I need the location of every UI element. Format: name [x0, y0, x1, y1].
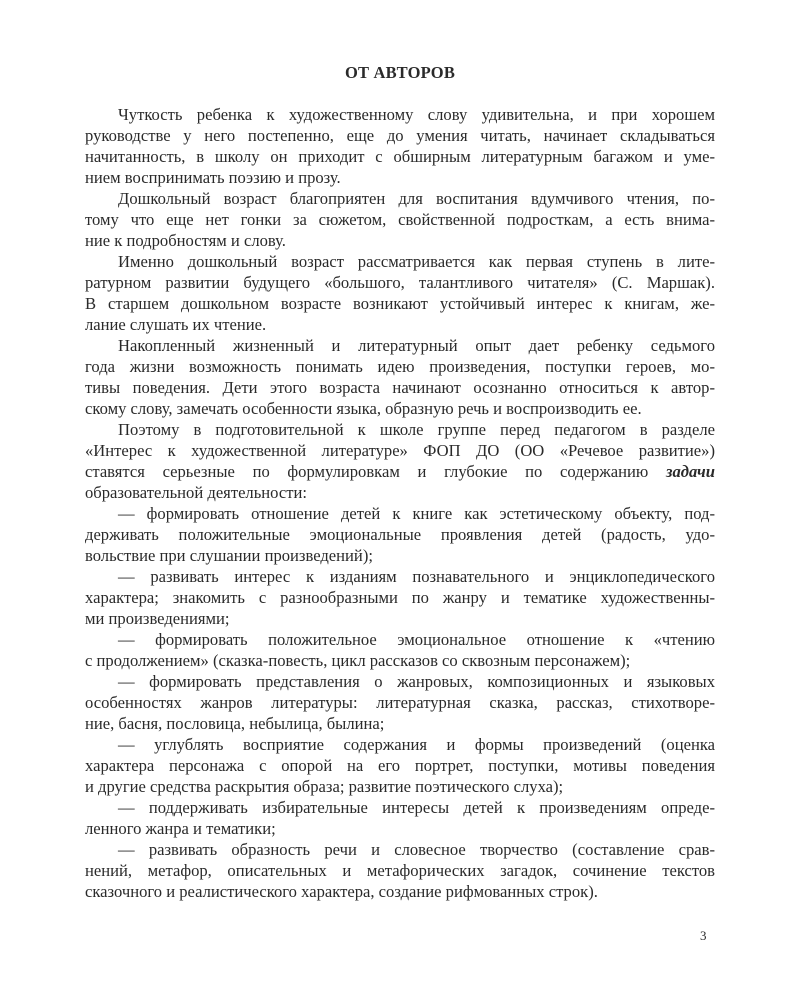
text-line: — углублять восприятие содержания и формы произведений (оценка: [118, 735, 715, 754]
document-body: [85, 104, 715, 902]
text-line: руководстве у него постепенно, еще до умения читать, начинает складываться: [85, 126, 715, 145]
paragraph: [85, 734, 715, 797]
paragraph: [85, 566, 715, 629]
text-line: В старшем дошкольном возрасте возникают устойчивый интерес к книгам, же-: [85, 294, 715, 313]
text-line: Именно дошкольный возраст рассматривается как первая ступень в лите-: [118, 252, 715, 271]
page-number: 3: [700, 928, 707, 943]
emphasized-word: задачи: [665, 462, 715, 481]
text-line: ми произведениями;: [85, 609, 230, 628]
text-line: — развивать интерес к изданиям познавательного и энциклопедического: [118, 567, 715, 586]
text-line: вольствие при слушании произведений);: [85, 546, 373, 565]
paragraph: [85, 335, 715, 419]
text-line: — развивать образность речи и словесное творчество (составление срав-: [118, 840, 715, 859]
text-line: ленного жанра и тематики;: [85, 819, 276, 838]
text-line: ние к подробностям и слову.: [85, 231, 286, 250]
text-line: «Интерес к художественной литературе» ФОП ДО (ОО «Речевое развитие»): [85, 441, 715, 460]
text-line: Дошкольный возраст благоприятен для воспитания вдумчивого чтения, по-: [118, 189, 715, 208]
text-line: года жизни возможность понимать идею произведения, поступки героев, мо-: [85, 357, 715, 376]
text-line: Чуткость ребенка к художественному слову удивительна, и при хорошем: [118, 105, 715, 124]
text-line: Поэтому в подготовительной к школе группе перед педагогом в разделе: [118, 420, 715, 439]
text-line: и другие средства раскрытия образа; развитие поэтического слуха);: [85, 777, 564, 796]
paragraph: [85, 629, 715, 671]
text-line: [85, 461, 715, 482]
paragraph: [85, 251, 715, 335]
text-line: особенностях жанров литературы: литературная сказка, рассказ, стихотворе-: [85, 693, 715, 712]
text-line: держивать положительные эмоциональные проявления детей (радость, удо-: [85, 525, 715, 544]
text-line: характера персонажа с опорой на его портрет, поступки, мотивы поведения: [85, 756, 715, 775]
text-line: нием воспринимать поэзию и прозу.: [85, 168, 341, 187]
page-title: ОТ АВТОРОВ: [344, 63, 456, 82]
text-line: ние, басня, пословица, небылица, былина;: [85, 714, 385, 733]
text-line: Накопленный жизненный и литературный опыт дает ребенку седьмого: [118, 336, 715, 355]
text-line: ратурном развитии будущего «большого, талантливого читателя» (С. Маршак).: [85, 273, 715, 292]
paragraph: [85, 839, 715, 902]
paragraph: [85, 104, 715, 188]
paragraph: [85, 419, 715, 503]
text-line: — формировать представления о жанровых, композиционных и языковых: [118, 672, 715, 691]
text-line: начитанность, в школу он приходит с обширным литературным багажом и уме-: [85, 147, 715, 166]
text-line: — формировать отношение детей к книге как эстетическому объекту, под-: [118, 504, 715, 523]
text-line: сказочного и реалистического характера, создание рифмованных строк).: [85, 882, 598, 901]
text-line: образовательной деятельности:: [85, 483, 307, 502]
text-line: с продолжением» (сказка-повесть, цикл рассказов со сквозным персонажем);: [85, 651, 631, 670]
text-line: тому что еще нет гонки за сюжетом, свойственной подросткам, а есть внима-: [85, 210, 715, 229]
text-line: — формировать положительное эмоциональное отношение к «чтению: [118, 630, 715, 649]
text-line: скому слову, замечать особенности языка, образную речь и воспроизводить ее.: [85, 399, 642, 418]
paragraph: [85, 671, 715, 734]
paragraph: [85, 797, 715, 839]
paragraph: [85, 188, 715, 251]
text-line: — поддерживать избирательные интересы детей к произведениям опреде-: [118, 798, 715, 817]
line-text: ставятся серьезные по формулировкам и глубокие по содержанию: [85, 462, 666, 481]
text-line: характера; знакомить с разнообразными по жанру и тематике художественны-: [85, 588, 715, 607]
text-line: нений, метафор, описательных и метафорических загадок, сочинение текстов: [85, 861, 715, 880]
text-line: тивы поведения. Дети этого возраста начинают осознанно относиться к автор-: [85, 378, 715, 397]
text-line: лание слушать их чтение.: [85, 315, 267, 334]
paragraph: [85, 503, 715, 566]
